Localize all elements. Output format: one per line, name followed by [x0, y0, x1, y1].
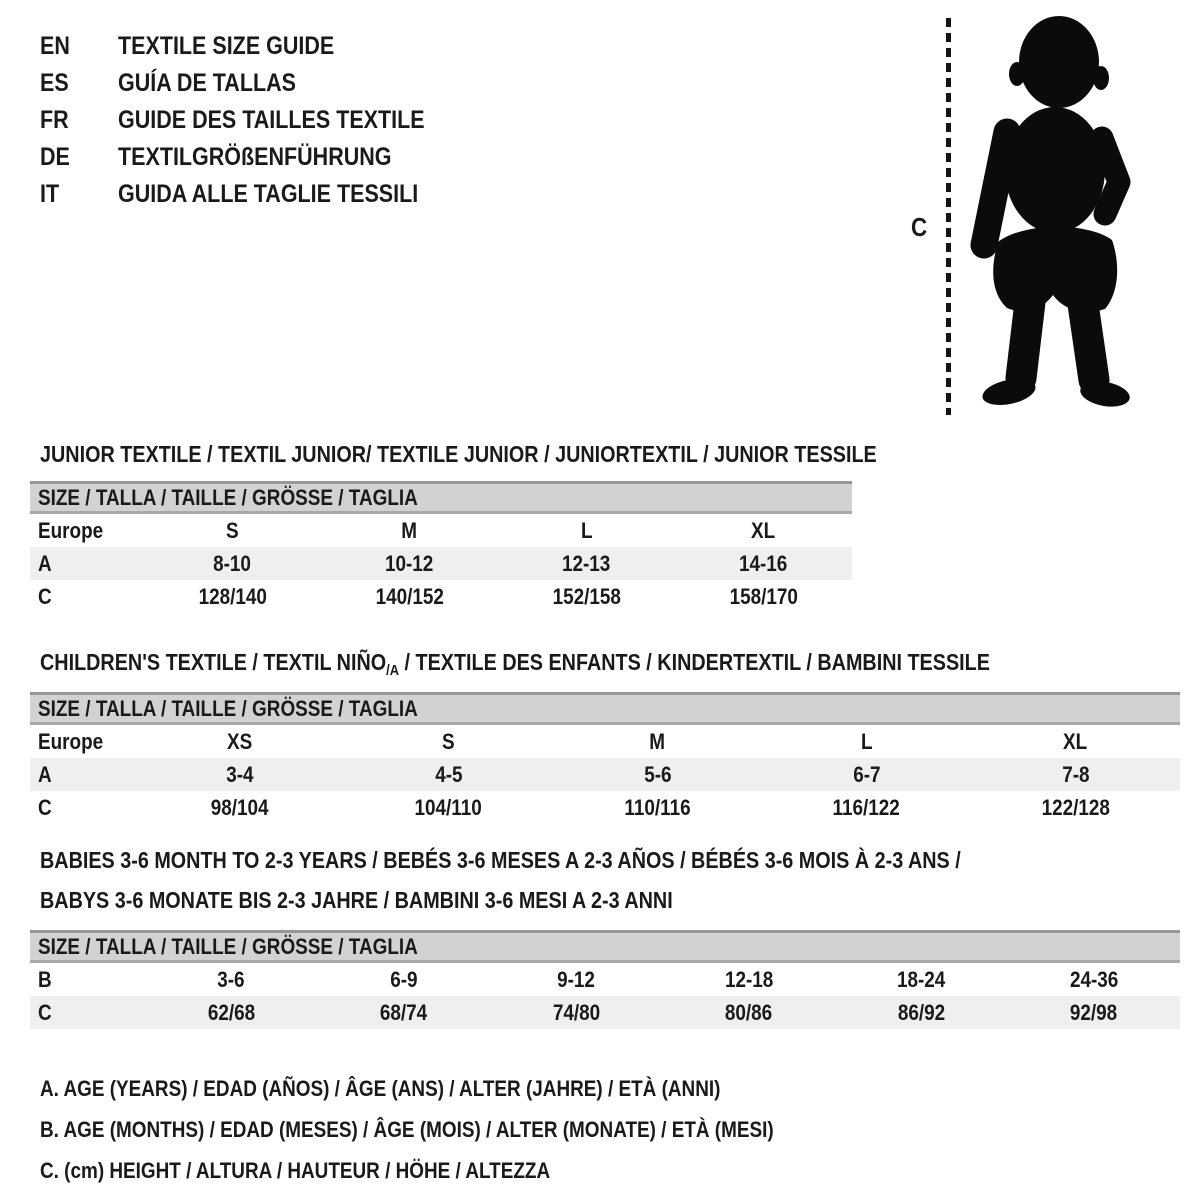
language-row	[40, 65, 475, 102]
size-cell: 7-8	[1061, 761, 1090, 787]
table-row	[30, 758, 1180, 791]
size-cell: S	[442, 728, 455, 754]
row-label: Europe	[38, 517, 104, 543]
language-code: IT	[40, 180, 60, 208]
size-cell: 152/158	[552, 583, 621, 609]
size-cell: 10-12	[385, 550, 434, 576]
language-code: FR	[40, 106, 69, 134]
size-cell: 116/122	[832, 794, 901, 820]
legend-line-a: A. AGE (YEARS) / EDAD (AÑOS) / ÂGE (ANS) / ALTER (JAHRE) / ETÀ (ANNI)	[40, 1075, 721, 1101]
size-cell: 92/98	[1070, 999, 1118, 1025]
size-cell: XL	[1063, 728, 1088, 754]
language-row	[40, 176, 475, 213]
legend	[40, 1068, 893, 1191]
size-cell: 98/104	[210, 794, 269, 820]
size-cell: 122/128	[1041, 794, 1110, 820]
row-label: C	[38, 794, 52, 820]
size-cell: 3-6	[217, 966, 245, 992]
size-cell: 74/80	[552, 999, 600, 1025]
size-cell: 80/86	[725, 999, 773, 1025]
language-row	[40, 28, 475, 65]
size-header-label: SIZE / TALLA / TAILLE / GRÖSSE / TAGLIA	[38, 484, 418, 510]
size-header-label: SIZE / TALLA / TAILLE / GRÖSSE / TAGLIA	[38, 695, 418, 721]
size-header-label: SIZE / TALLA / TAILLE / GRÖSSE / TAGLIA	[38, 933, 418, 959]
height-measure-dashed-line	[946, 18, 951, 415]
size-cell: 8-10	[213, 550, 252, 576]
language-list	[40, 28, 475, 213]
size-cell: L	[860, 728, 873, 754]
size-cell: 6-9	[390, 966, 418, 992]
language-code: ES	[40, 69, 69, 97]
size-cell: 5-6	[643, 761, 672, 787]
size-cell: 110/116	[624, 794, 691, 820]
row-label: A	[38, 761, 52, 787]
size-cell: XS	[226, 728, 253, 754]
table-row	[30, 580, 852, 613]
size-cell: 104/110	[414, 794, 483, 820]
language-title: GUIDA ALLE TAGLIE TESSILI	[118, 180, 419, 208]
children-section-title: CHILDREN'S TEXTILE / TEXTIL $NIÑO_{/A}$ / TEXTILE DES ENFANTS / KINDERTEXTIL / BAMBINI TESSILE	[40, 649, 990, 679]
size-cell: 24-36	[1069, 966, 1118, 992]
height-measure-label: C	[911, 212, 928, 242]
junior-section-title: JUNIOR TEXTILE / TEXTIL JUNIOR/ TEXTILE JUNIOR / JUNIORTEXTIL / JUNIOR TESSILE	[40, 441, 877, 467]
table-row	[30, 996, 1180, 1029]
language-row	[40, 139, 475, 176]
size-header-bar	[30, 930, 1180, 963]
row-label: C	[38, 583, 52, 609]
language-code: DE	[40, 143, 70, 171]
size-cell: 140/152	[375, 583, 444, 609]
language-code: EN	[40, 32, 70, 60]
language-row	[40, 102, 475, 139]
table-row	[30, 791, 1180, 824]
junior-size-table	[30, 481, 852, 613]
size-cell: 14-16	[739, 550, 788, 576]
size-cell: S	[226, 517, 239, 543]
size-cell: 18-24	[897, 966, 946, 992]
size-cell: M	[649, 728, 666, 754]
size-cell: 62/68	[207, 999, 255, 1025]
table-row	[30, 725, 1180, 758]
babies-title-line1: BABIES 3-6 MONTH TO 2-3 YEARS / BEBÉS 3-6 MESES A 2-3 AÑOS / BÉBÉS 3-6 MOIS À 2-3 ANS /	[40, 847, 961, 873]
size-cell: M	[401, 517, 418, 543]
size-cell: 3-4	[225, 761, 254, 787]
size-cell: 68/74	[380, 999, 428, 1025]
children-size-table	[30, 692, 1180, 824]
table-row	[30, 963, 1180, 996]
language-title: TEXTILGRÖßENFÜHRUNG	[118, 143, 392, 171]
row-label: A	[38, 550, 52, 576]
row-label: C	[38, 999, 52, 1025]
language-title: GUIDE DES TAILLES TEXTILE	[118, 106, 425, 134]
size-header-bar	[30, 481, 852, 514]
size-cell: L	[580, 517, 593, 543]
babies-title-line2: BABYS 3-6 MONATE BIS 2-3 JAHRE / BAMBINI 3-6 MESI A 2-3 ANNI	[40, 887, 673, 913]
size-cell: 12-13	[562, 550, 611, 576]
size-cell: 128/140	[198, 583, 267, 609]
row-label: Europe	[38, 728, 104, 754]
size-cell: 4-5	[434, 761, 463, 787]
table-row	[30, 547, 852, 580]
table-row	[30, 514, 852, 547]
size-cell: 9-12	[557, 966, 596, 992]
legend-line-c: C. (cm) HEIGHT / ALTURA / HAUTEUR / HÖHE / ALTEZZA	[40, 1157, 551, 1183]
language-title: GUÍA DE TALLAS	[118, 69, 296, 97]
size-cell: 86/92	[897, 999, 945, 1025]
babies-section-title	[40, 840, 1111, 920]
size-cell: 158/170	[729, 583, 798, 609]
size-header-bar	[30, 692, 1180, 725]
toddler-silhouette-icon	[962, 12, 1148, 412]
legend-line-b: B. AGE (MONTHS) / EDAD (MESES) / ÂGE (MOIS) / ALTER (MONATE) / ETÀ (MESI)	[40, 1116, 774, 1142]
size-cell: 12-18	[724, 966, 773, 992]
language-title: TEXTILE SIZE GUIDE	[118, 32, 335, 60]
babies-size-table	[30, 930, 1180, 1029]
size-cell: XL	[751, 517, 776, 543]
title-subscript: /A	[386, 662, 400, 679]
size-cell: 6-7	[852, 761, 881, 787]
row-label: B	[38, 966, 52, 992]
